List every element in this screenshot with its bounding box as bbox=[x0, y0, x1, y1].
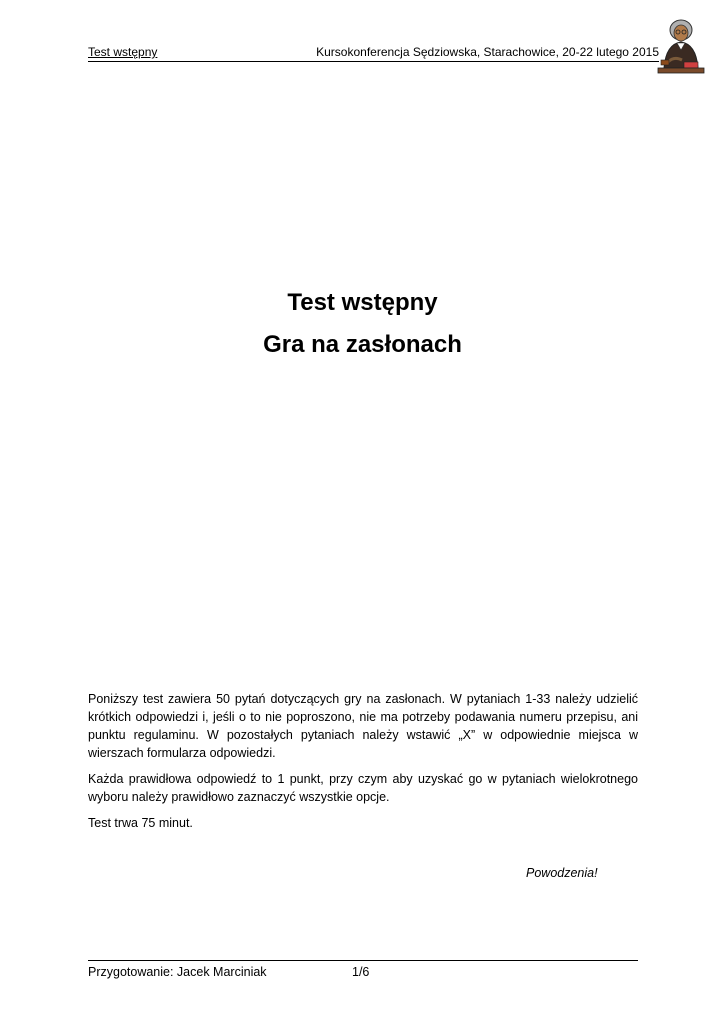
title-line-1: Test wstępny bbox=[287, 289, 438, 316]
instructions bbox=[88, 690, 638, 840]
page-header bbox=[88, 43, 659, 62]
instructions-paragraph-2: Każda prawidłowa odpowiedź to 1 punkt, przy czym aby uzyskać go w pytaniach wielokrotnego wyboru należy prawidłowo zaznaczyć wszystkie opcje. bbox=[88, 772, 638, 804]
judge-icon bbox=[656, 18, 706, 74]
instructions-paragraph-3: Test trwa 75 minut. bbox=[88, 816, 193, 830]
header-doc-title: Test wstępny bbox=[88, 45, 158, 59]
footer-divider bbox=[88, 960, 638, 961]
instructions-paragraph-1: Poniższy test zawiera 50 pytań dotyczących gry na zasłonach. W pytaniach 1-33 należy udzielić krótkich odpowiedzi i, jeśli o to nie poproszono, nie ma potrzeby podawania numeru przepisu, ani punktu regulaminu. W pozostałych pytaniach należy wstawić „X” w odpowiednie miejsca w wierszach formularza odpowiedzi. bbox=[88, 692, 638, 760]
title-line-2: Gra na zasłonach bbox=[263, 331, 462, 358]
header-event-info: Kursokonferencja Sędziowska, Starachowice, 20-22 lutego 2015 bbox=[316, 45, 659, 59]
sign-off: Powodzenia! bbox=[526, 866, 598, 880]
page-number: 1/6 bbox=[352, 965, 370, 979]
document-title bbox=[0, 282, 725, 366]
footer-author: Przygotowanie: Jacek Marciniak bbox=[88, 965, 267, 979]
